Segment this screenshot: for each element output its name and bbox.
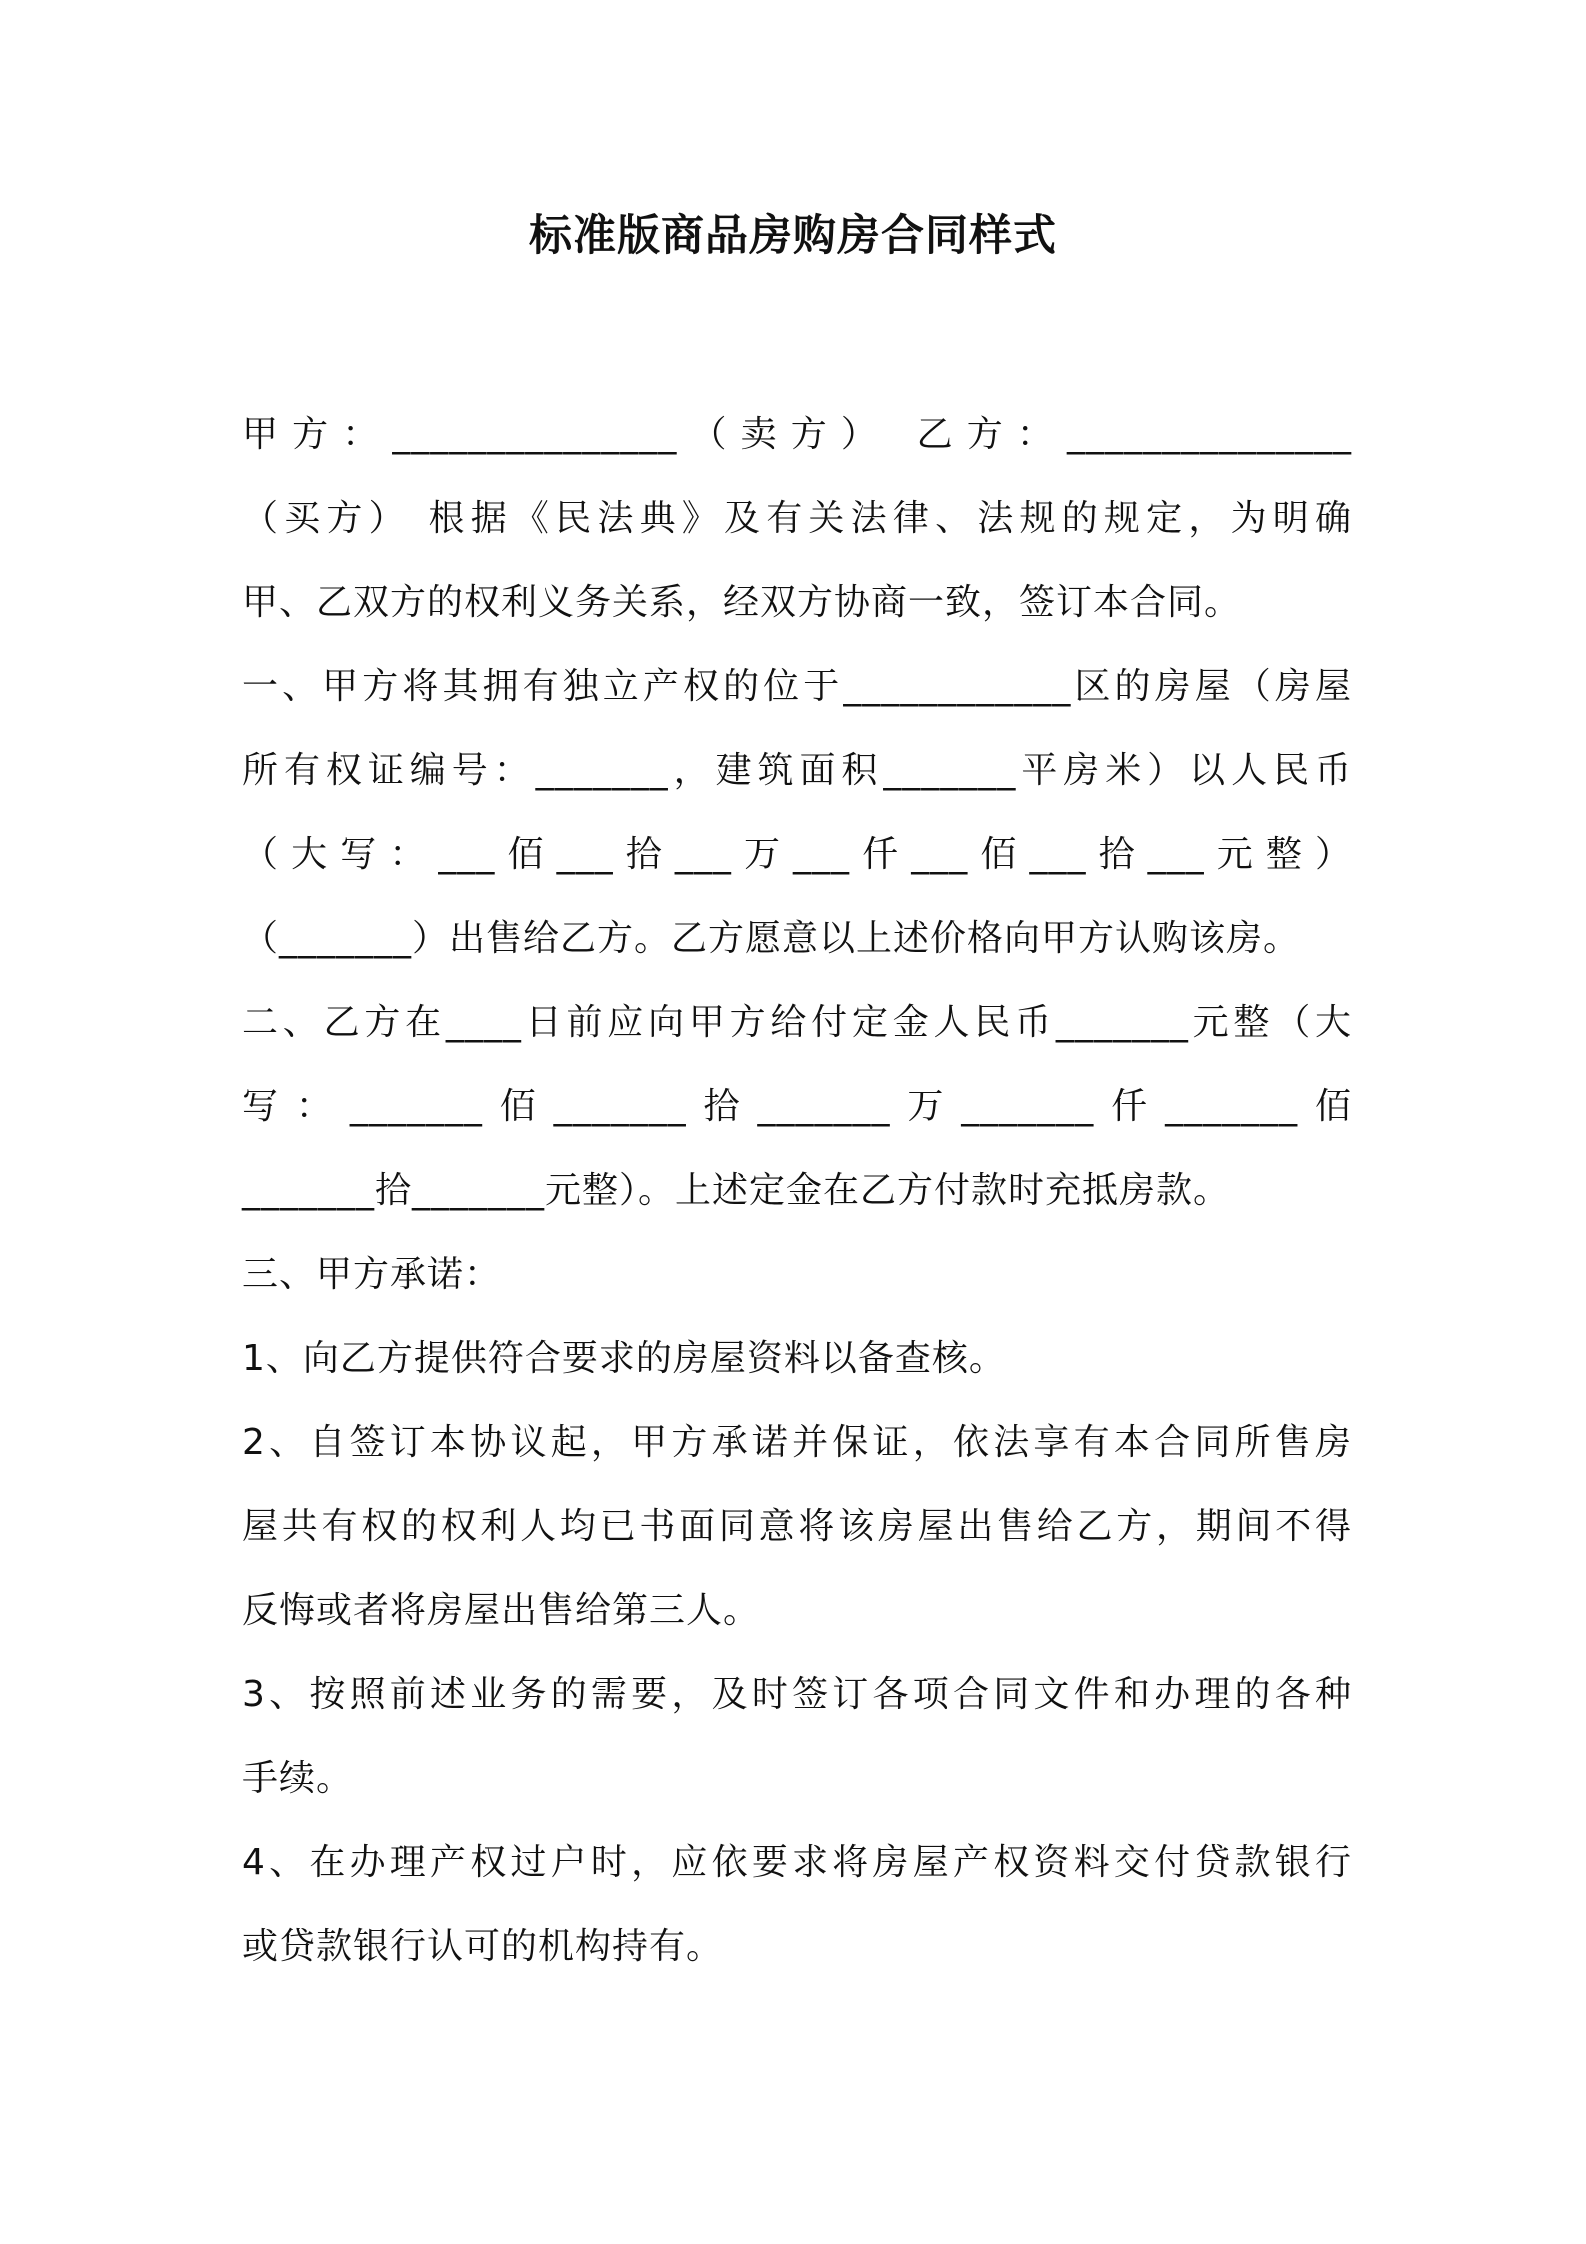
list-item-continuation: 反悔或者将房屋出售给第三人。: [242, 1590, 761, 1631]
list-item: 1、向乙方提供符合要求的房屋资料以备查核。: [242, 1338, 1006, 1379]
list-item: 3、按照前述业务的需要，及时签订各项合同文件和办理的各种: [242, 1674, 1352, 1715]
document-title: 标准版商品房购房合同样式: [529, 211, 1057, 261]
list-item-continuation: 屋共有权的权利人均已书面同意将该房屋出售给乙方，期间不得: [242, 1506, 1352, 1547]
list-item-continuation: 手续。: [242, 1758, 354, 1799]
clause-1-line: 所有权证编号：_______，建筑面积_______平房米）以人民币: [242, 750, 1352, 791]
clause-1-line: （_______）出售给乙方。乙方愿意以上述价格向甲方认购该房。: [242, 918, 1301, 959]
paragraph-line: 甲、乙双方的权利义务关系，经双方协商一致，签订本合同。: [242, 582, 1242, 623]
clause-2-line: 二、乙方在____日前应向甲方给付定金人民币_______元整（大: [242, 1002, 1352, 1043]
clause-2-line: _______拾_______元整）。上述定金在乙方付款时充抵房款。: [242, 1170, 1231, 1211]
list-item: 4、在办理产权过户时，应依要求将房屋产权资料交付贷款银行: [242, 1842, 1352, 1883]
clause-3-heading: 三、甲方承诺：: [242, 1254, 502, 1295]
clause-2-line: 写：_______佰_______拾_______万_______仟_______佰: [242, 1086, 1352, 1127]
list-item: 2、自签订本协议起，甲方承诺并保证，依法享有本合同所售房: [242, 1422, 1352, 1463]
clause-1-line: 一、甲方将其拥有独立产权的位于____________区的房屋（房屋: [242, 666, 1352, 707]
party-line: 甲方：_______________（卖方） 乙方：_______________: [242, 414, 1352, 455]
paragraph-line: （买方） 根据《民法典》及有关法律、法规的规定，为明确: [242, 498, 1352, 539]
clause-1-line: （大写：___佰___拾___万___仟___佰___拾___元整）: [242, 834, 1352, 875]
list-item-continuation: 或贷款银行认可的机构持有。: [242, 1926, 724, 1967]
